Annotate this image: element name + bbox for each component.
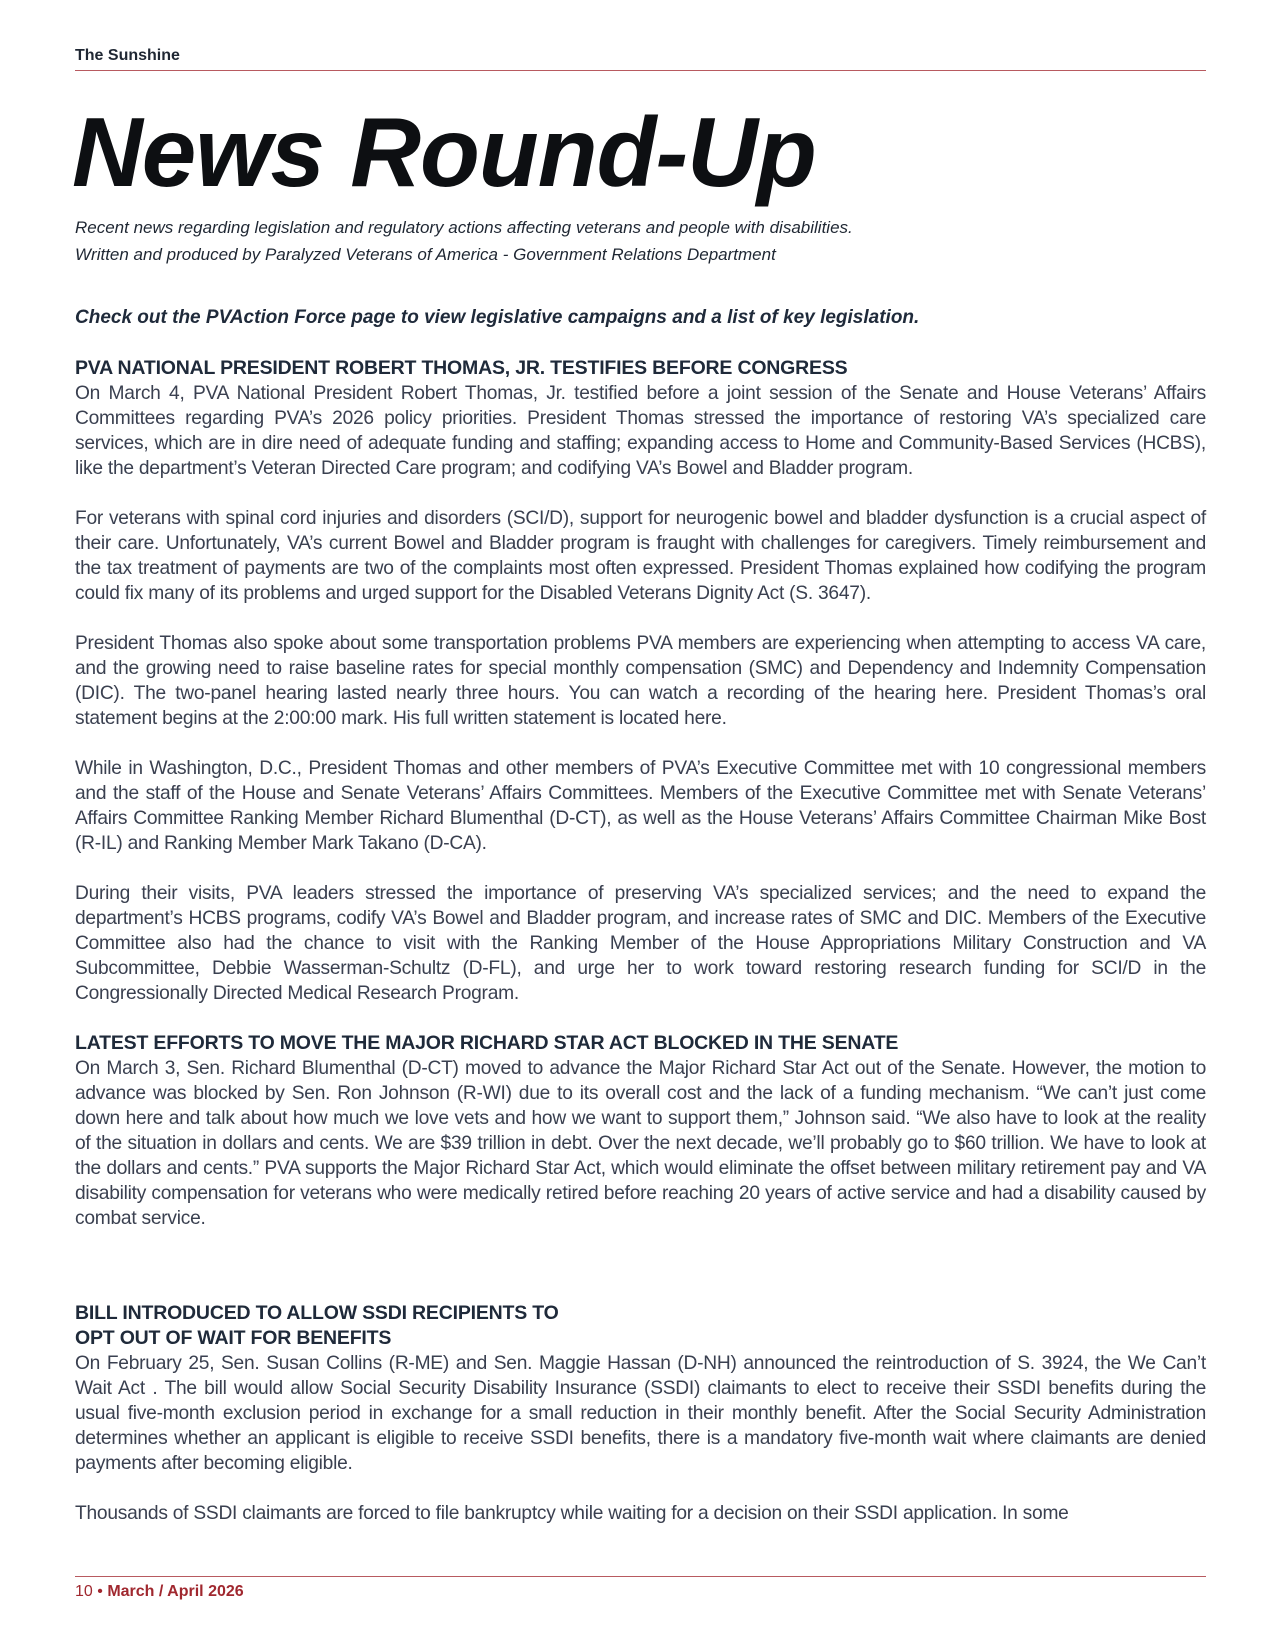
article-body [75,356,1206,1551]
section-heading: BILL INTRODUCED TO ALLOW SSDI RECIPIENTS TO [75,1302,559,1324]
paragraph: While in Washington, D.C., President Thomas and other members of PVA’s Executive Committee met with 10 congressional members and the staff of the House and Senate Veterans’ Affairs Committees. Members of the Executive Committee met with Senate Veterans’ Affairs Committee Ranking Member Richard Blumenthal (D-CT), as well as the House Veterans’ Affairs Committee Chairman Mike Bost (R-IL) and Ranking Member Mark Takano (D-CA). [75,758,1206,854]
header-rule [75,70,1206,71]
section-heading: PVA NATIONAL PRESIDENT ROBERT THOMAS, JR. TESTIFIES BEFORE CONGRESS [75,357,848,379]
section-heading: LATEST EFFORTS TO MOVE THE MAJOR RICHARD STAR ACT BLOCKED IN THE SENATE [75,1032,899,1054]
paragraph: Thousands of SSDI claimants are forced to file bankruptcy while waiting for a decision on their SSDI application. In some [75,1503,1069,1524]
subtitle-line: Recent news regarding legislation and regulatory actions affecting veterans and people with disabilities. [75,218,853,237]
paragraph: On February 25, Sen. Susan Collins (R-ME) and Sen. Maggie Hassan (D-NH) announced the reintroduction of S. 3924, the We Can’t Wait Act . The bill would allow Social Security Disability Insurance (SSDI) claimants to elect to receive their SSDI benefits during the usual five-month exclusion period in exchange for a small reduction in their monthly benefit. After the Social Security Administration determines whether an applicant is eligible to receive SSDI benefits, there is a mandatory five-month wait where claimants are denied payments after becoming eligible. [75,1353,1206,1474]
subtitle-credit: Written and produced by Paralyzed Veterans of America - Government Relations Department [75,245,776,264]
pvaction-callout[interactable]: Check out the PVAction Force page to view legislative campaigns and a list of key legislation. [75,307,920,328]
page-number: 10 [75,1583,93,1600]
paragraph: For veterans with spinal cord injuries and disorders (SCI/D), support for neurogenic bowel and bladder dysfunction is a crucial aspect of their care. Unfortunately, VA’s current Bowel and Bladder program is fraught with challenges for caregivers. Timely reimbursement and the tax treatment of payments are two of the complaints most often expressed. President Thomas explained how codifying the program could fix many of its problems and urged support for the Disabled Veterans Dignity Act (S. 3647). [75,508,1206,604]
issue-date: March / April 2026 [107,1583,244,1600]
section-ssdi [75,1301,1206,1526]
paragraph: President Thomas also spoke about some transportation problems PVA members are experiencing when attempting to access VA care, and the growing need to raise baseline rates for special monthly compensation (SMC) and Dependency and Indemnity Compensation (DIC). The two-panel hearing lasted nearly three hours. You can watch a recording of the hearing here. President Thomas’s oral statement begins at the 2:00:00 mark. His full written statement is located here. [75,633,1206,729]
footer-separator: • [97,1583,103,1600]
paragraph: On March 3, Sen. Richard Blumenthal (D-CT) moved to advance the Major Richard Star Act out of the Senate. However, the motion to advance was blocked by Sen. Ron Johnson (R-WI) due to its overall cost and the lack of a funding mechanism. “We can’t just come down here and talk about how much we love vets and how we want to support them,” Johnson said. “We also have to look at the reality of the situation in dollars and cents. We are $39 trillion in debt. Over the next decade, we’ll probably go to $60 trillion. We have to look at the dollars and cents.” PVA supports the Major Richard Star Act, which would eliminate the offset between military retirement pay and VA disability compensation for veterans who were medically retired before reaching 20 years of active service and had a disability caused by combat service. [75,1058,1206,1229]
section-testimony [75,356,1206,1006]
section-star-act [75,1031,1206,1231]
paragraph: During their visits, PVA leaders stressed the importance of preserving VA’s specialized services; and the need to expand the department’s HCBS programs, codify VA’s Bowel and Bladder program, and increase rates of SMC and DIC. Members of the Executive Committee also had the chance to visit with the Ranking Member of the House Appropriations Military Construction and VA Subcommittee, Debbie Wasserman-Schultz (D-FL), and urge her to work toward restoring research funding for SCI/D in the Congressionally Directed Medical Research Program. [75,883,1206,1004]
section-heading-line-2: OPT OUT OF WAIT FOR BENEFITS [75,1327,392,1349]
publication-name: The Sunshine [75,47,180,64]
paragraph: On March 4, PVA National President Robert Thomas, Jr. testified before a joint session of the Senate and House Veterans’ Affairs Committees regarding PVA’s 2026 policy priorities. President Thomas stressed the importance of restoring VA’s specialized care services, which are in dire need of adequate funding and staffing; expanding access to Home and Community-Based Services (HCBS), like the department’s Veteran Directed Care program; and codifying VA’s Bowel and Bladder program. [75,383,1206,479]
footer-rule [75,1576,1206,1577]
page-title: News Round-Up [72,97,816,207]
footer [75,1583,244,1601]
